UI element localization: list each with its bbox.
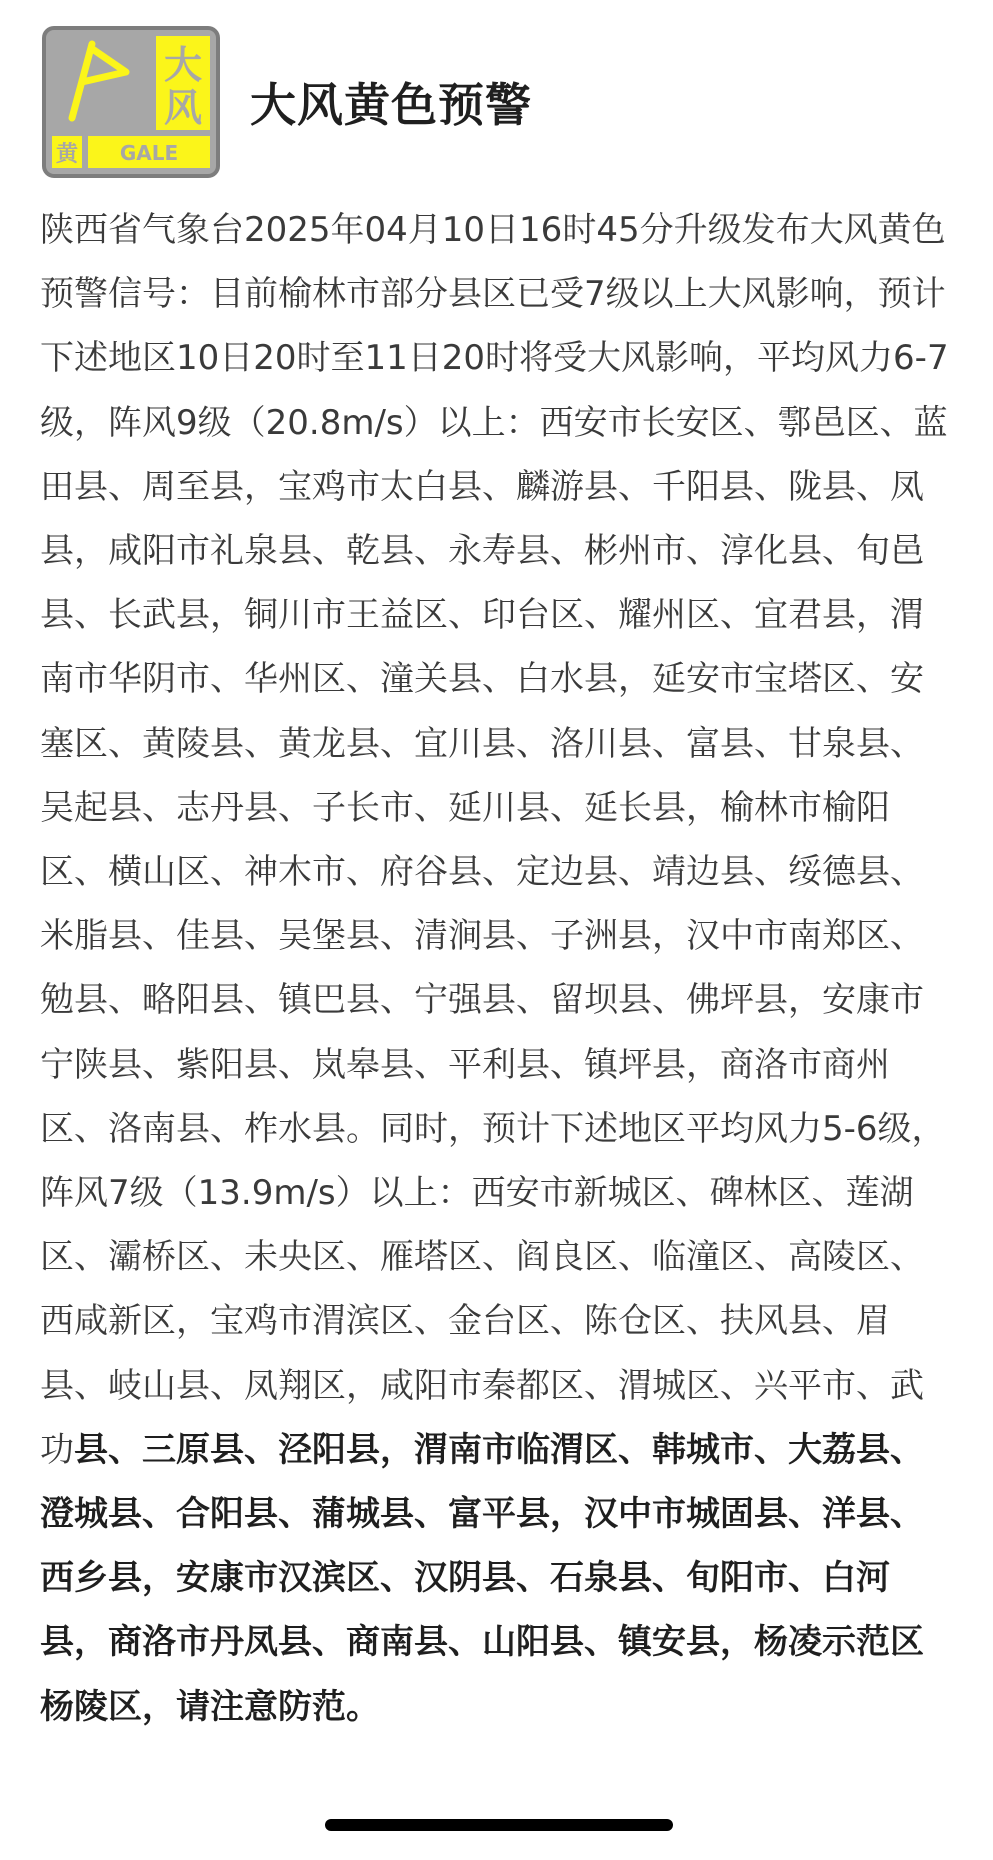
alert-body-text — [40, 198, 955, 1739]
alert-body-regular: 陕西省气象台2025年04月10日16时45分升级发布大风黄色预警信号：目前榆林市部分县区已受7级以上大风影响，预计下述地区10日20时至11日20时将受大风影响，平均风力6-7级，阵风9级（20.8m/s）以上：西安市长安区、鄠邑区、蓝田县、周至县，宝鸡市太白县、麟游县、千阳县、陇县、凤县，咸阳市礼泉县、乾县、永寿县、彬州市、淳化县、旬邑县、长武县，铜川市王益区、印台区、耀州区、宜君县，渭南市华阴市、华州区、潼关县、白水县，延安市宝塔区、安塞区、黄陵县、黄龙县、宜川县、洛川县、富县、甘泉县、吴起县、志丹县、子长市、延川县、延长县，榆林市榆阳区、横山区、神木市、府谷县、定边县、靖边县、绥德县、米脂县、佳县、吴堡县、清涧县、子洲县，汉中市南郑区、勉县、略阳县、镇巴县、宁强县、留坝县、佛坪县，安康市宁陕县、紫阳县、岚皋县、平利县、镇坪县，商洛市商州区、洛南县、柞水县。同时，预计下述地区平均风力5-6级，阵风7级（13.9m/s）以上：西安市新城区、碑林区、莲湖区、灞桥区、未央区、雁塔区、阎良区、临潼区、高陵区、西咸新区，宝鸡市渭滨区、金台区、陈仓区、扶风县、眉县、岐山县、凤翔区，咸阳市秦都区、渭城区、兴平市、武功 — [40, 210, 949, 1470]
icon-char-top: 大 — [163, 43, 203, 87]
alert-header — [42, 26, 532, 178]
icon-char-bottom: 风 — [163, 86, 203, 130]
gale-yellow-warning-icon — [42, 26, 220, 178]
icon-english-label: GALE — [119, 141, 179, 165]
icon-flag-panel — [52, 36, 152, 130]
icon-level-char: 黄 — [55, 142, 79, 167]
home-indicator[interactable] — [325, 1819, 673, 1831]
alert-title: 大风黄色预警 — [250, 78, 532, 132]
alert-body-bold: 县、三原县、泾阳县，渭南市临渭区、韩城市、大荔县、澄城县、合阳县、蒲城县、富平县，汉中市城固县、洋县、西乡县，安康市汉滨区、汉阴县、石泉县、旬阳市、白河县，商洛市丹凤县、商南县、山阳县、镇安县，杨凌示范区杨陵区，请注意防范。 — [40, 1429, 924, 1727]
